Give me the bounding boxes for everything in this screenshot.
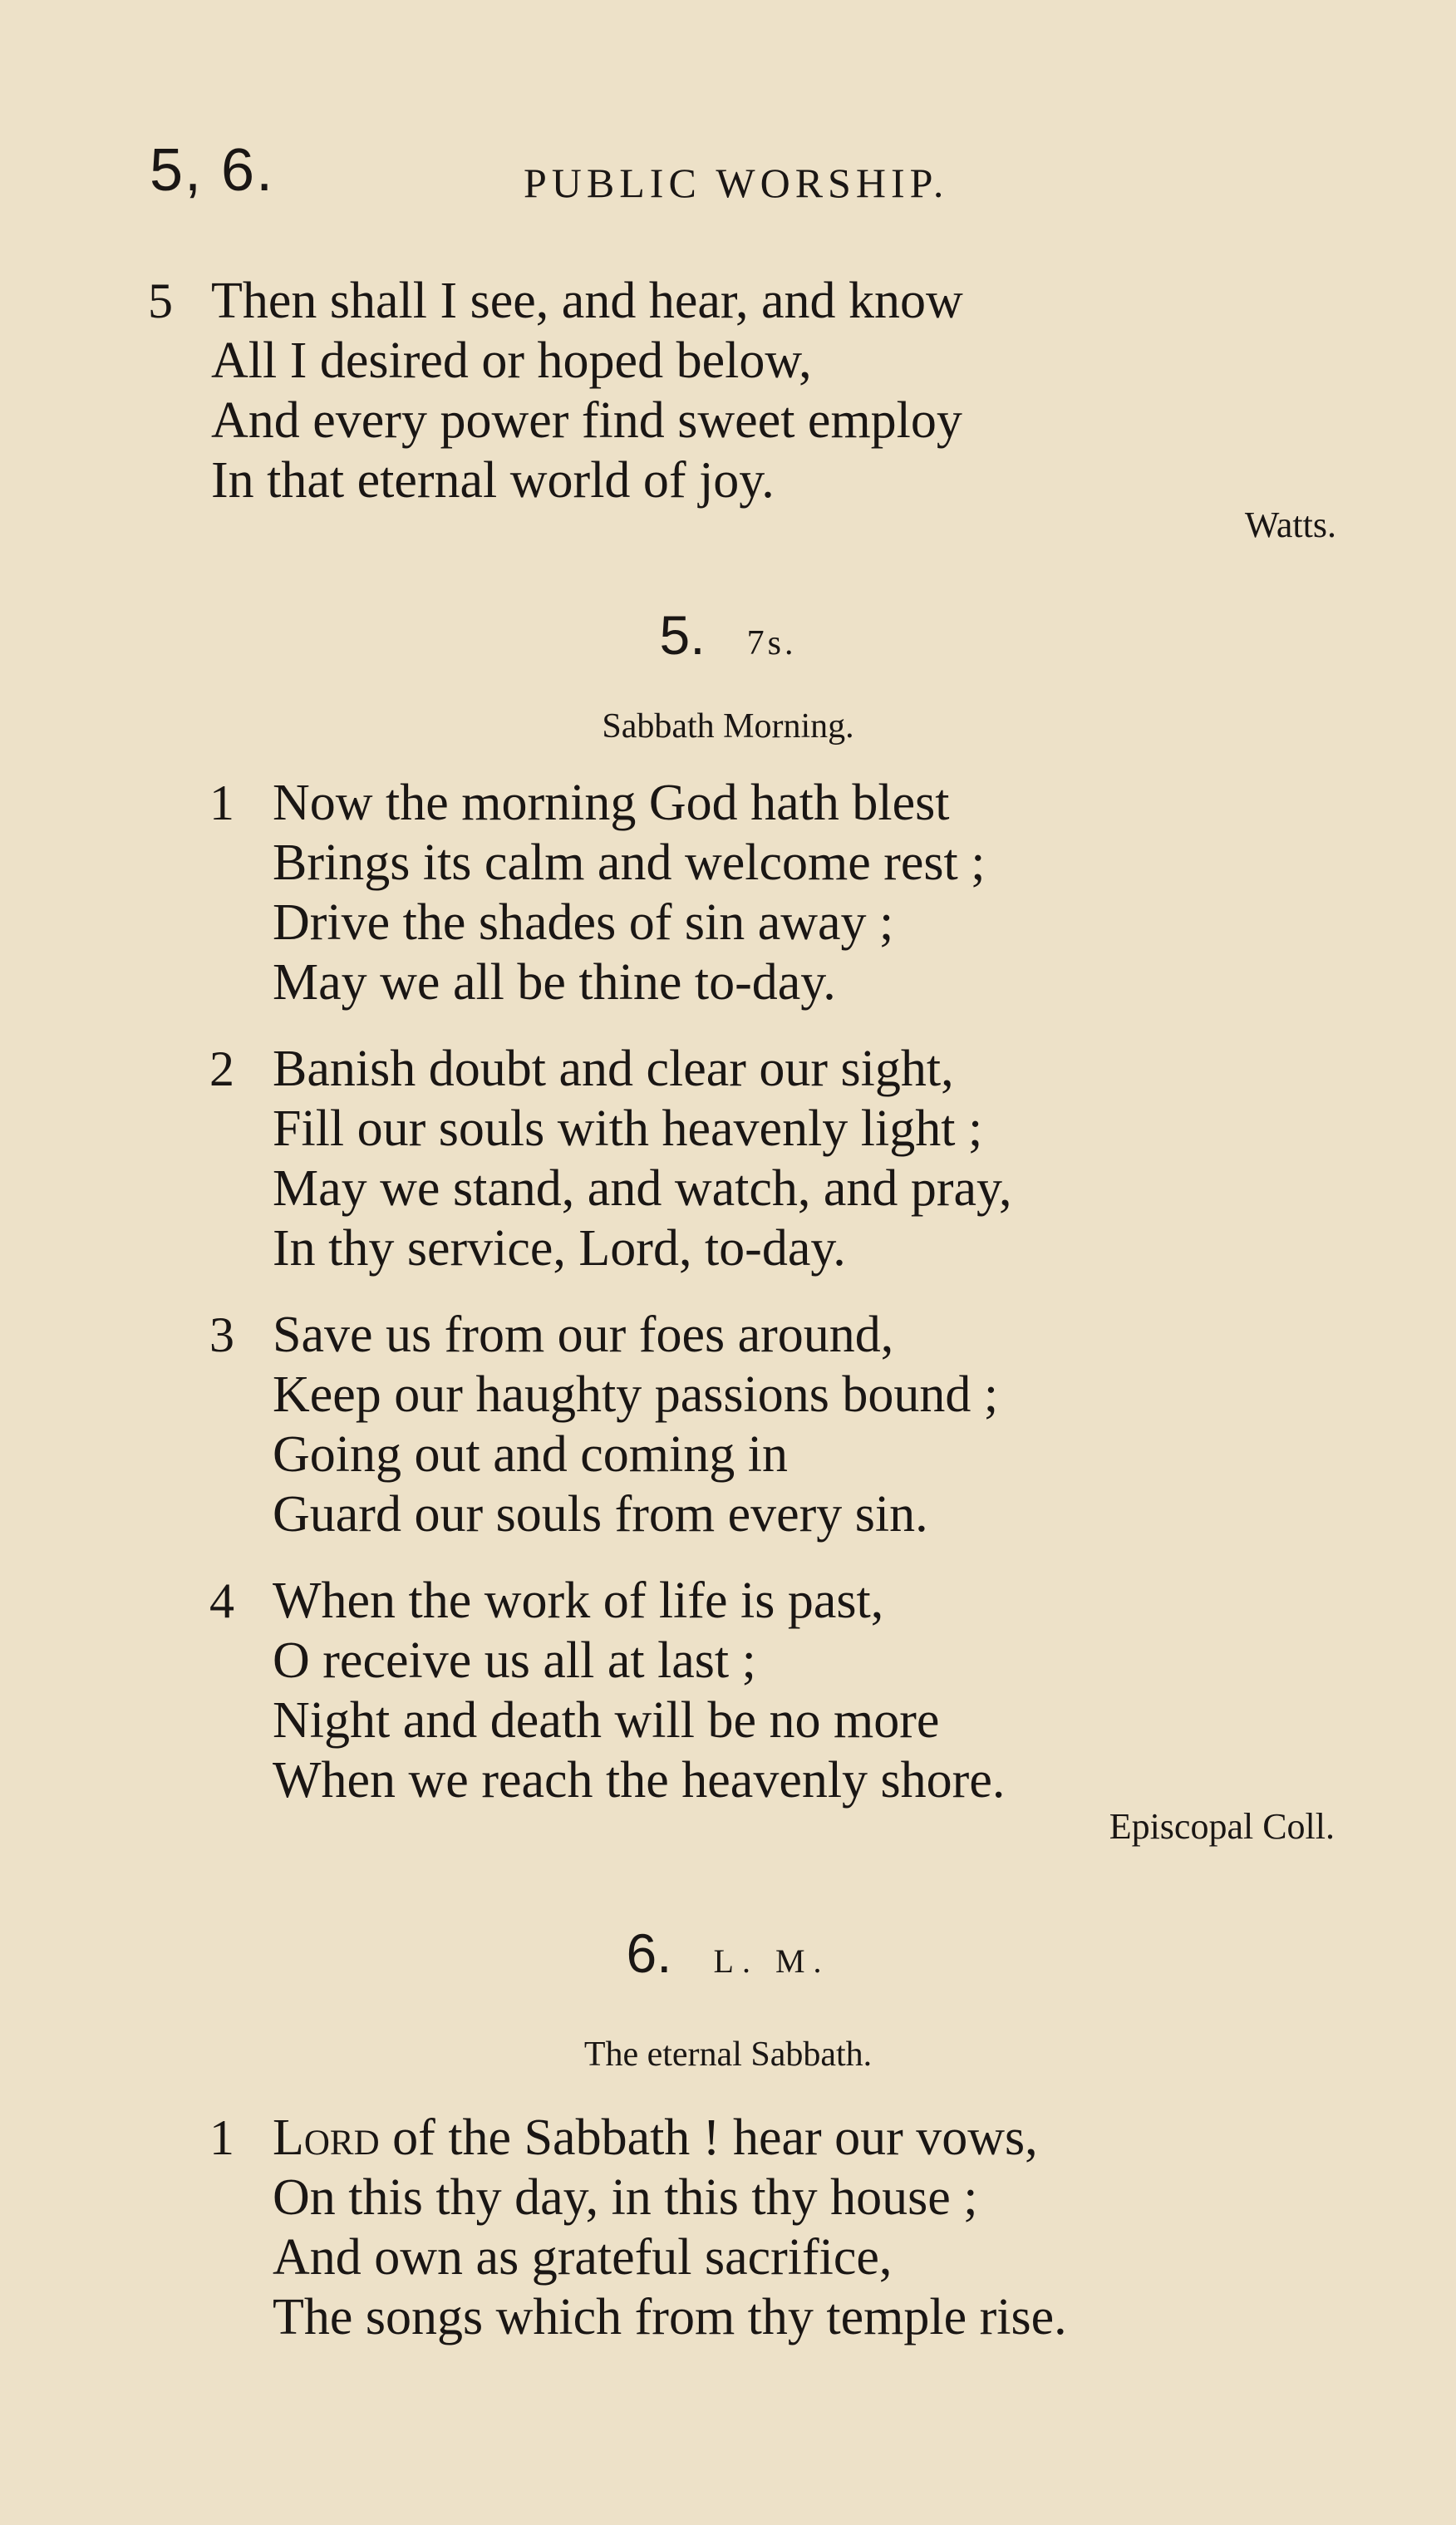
verse-number: 1	[209, 775, 234, 830]
verse-line: Save us from our foes around,	[273, 1307, 894, 1363]
verse-line: Night and death will be no more	[273, 1692, 940, 1749]
verse-line: Going out and coming in	[273, 1426, 788, 1483]
verse-line: Fill our souls with heavenly light ;	[273, 1100, 983, 1157]
verse-line: And own as grateful sacrifice,	[273, 2229, 893, 2286]
verse-line: Drive the shades of sin away ;	[273, 894, 894, 951]
hymn-title: The eternal Sabbath.	[583, 2035, 873, 2074]
verse-line: Now the morning God hath blest	[273, 775, 950, 831]
running-title: PUBLIC WORSHIP.	[524, 160, 949, 206]
verse-line: May we all be thine to-day.	[273, 954, 836, 1011]
hymn-meter: 7s.	[746, 624, 797, 662]
verse-line: When we reach the heavenly shore.	[273, 1752, 1006, 1809]
verse-line: When the work of life is past,	[273, 1573, 884, 1629]
verse-line: Brings its calm and welcome rest ;	[273, 834, 986, 891]
verse-number: 2	[209, 1041, 234, 1096]
verse-line: Banish doubt and clear our sight,	[273, 1041, 954, 1097]
first-word-lord: Lord	[273, 2109, 380, 2166]
verse-number: 4	[209, 1573, 234, 1628]
verse-line: Keep our haughty passions bound ;	[273, 1366, 999, 1423]
attribution-watts: Watts.	[1244, 505, 1336, 545]
verse-line	[273, 2108, 1067, 2168]
verse-line: On this thy day, in this thy house ;	[273, 2169, 978, 2226]
verse-line: All I desired or hoped below,	[211, 332, 812, 389]
page-number: 5, 6.	[150, 137, 275, 204]
verse-line: And every power find sweet employ	[211, 392, 962, 449]
verse-line-rest: of the Sabbath ! hear our vows,	[379, 2109, 1038, 2166]
hymn-meter: L. M.	[713, 1942, 830, 1980]
hymn-number: 5.	[659, 604, 706, 666]
hymn-number: 6.	[626, 1922, 672, 1984]
verse-line: In thy service, Lord, to-day.	[273, 1220, 846, 1277]
verse-line: Then shall I see, and hear, and know	[211, 273, 963, 329]
verse-line: In that eternal world of joy.	[211, 452, 775, 509]
verse-line: The songs which from thy temple rise.	[273, 2289, 1067, 2345]
hymn-heading	[0, 1920, 1456, 1986]
hymn-heading	[0, 602, 1456, 668]
attribution-episcopal: Episcopal Coll.	[1109, 1806, 1335, 1847]
verse-number: 1	[209, 2110, 234, 2165]
hymn-title: Sabbath Morning.	[602, 707, 854, 746]
verse-line: Guard our souls from every sin.	[273, 1486, 928, 1543]
verse-line: May we stand, and watch, and pray,	[273, 1160, 1012, 1217]
verse-number: 5	[148, 273, 173, 328]
verse-number: 3	[209, 1307, 234, 1362]
verse-line: O receive us all at last ;	[273, 1632, 756, 1689]
